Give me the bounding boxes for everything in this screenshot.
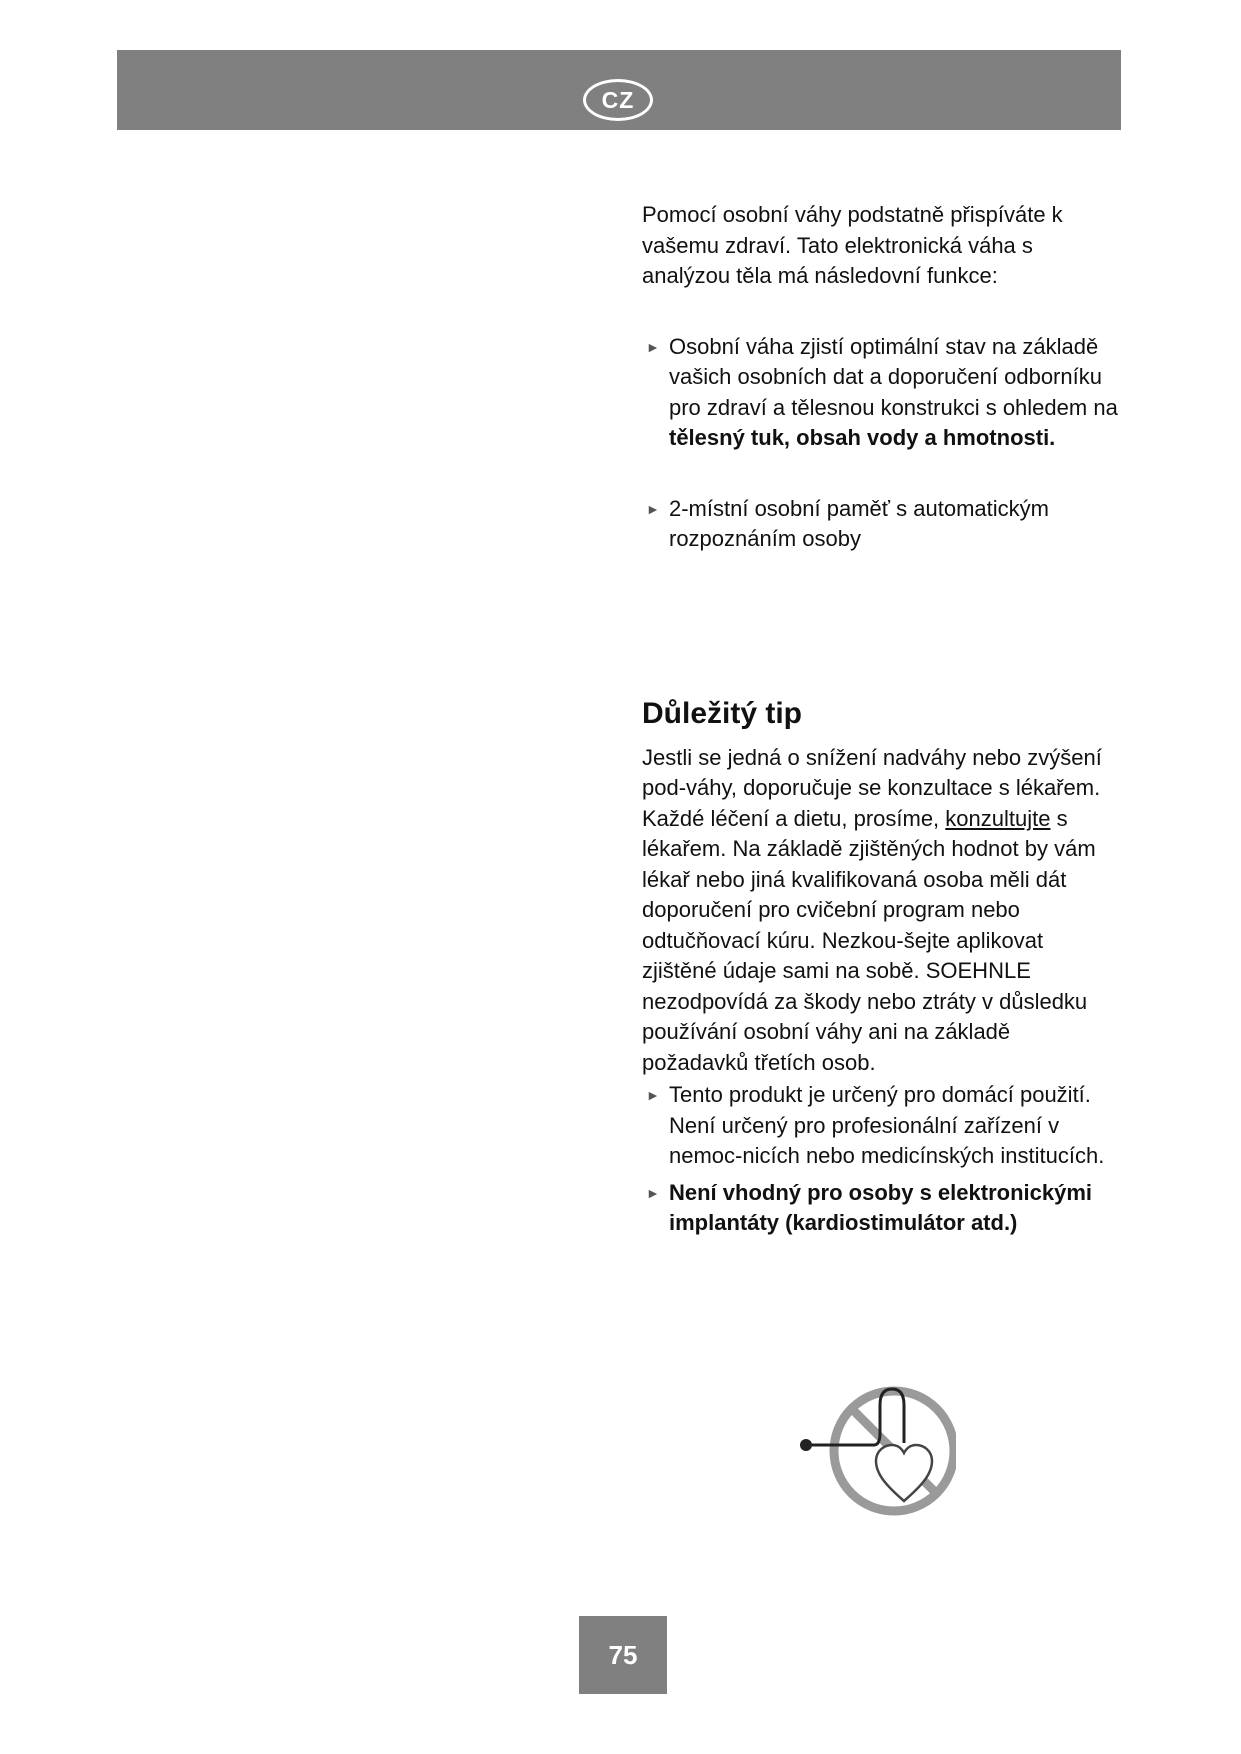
main-content: [642, 200, 1122, 1239]
feature-item: [642, 332, 1122, 454]
tip-text-after: s lékařem. Na základě zjištěných hodnot by vám lékař nebo jiná kvalifikovaná osoba měli dát doporučení pro cvičební program nebo odtučňovací kúru. Nezkou-šejte aplikovat zjištěné údaje sami na sobě. SOEHNLE nezodpovídá za škody nebo ztráty v důsledku používání osobní váhy ani na základě požadavků třetích osob.: [642, 805, 1096, 1075]
language-badge: CZ: [583, 79, 653, 121]
feature-bold-text: tělesný tuk, obsah vody a hmotnosti.: [669, 425, 1056, 450]
tip-bullet-text: Není vhodný pro osoby s elektronickými implantáty (kardiostimulátor atd.): [669, 1179, 1092, 1235]
tip-title: Důležitý tip: [642, 696, 803, 730]
bullet-arrow-icon: ►: [646, 1184, 660, 1201]
bullet-arrow-icon: ►: [646, 338, 660, 355]
bullet-arrow-icon: ►: [646, 1087, 660, 1103]
tip-underlined-word: konzultujte: [945, 805, 1051, 831]
bullet-arrow-icon: ►: [646, 500, 660, 517]
feature-item: [642, 494, 1122, 555]
tip-bullet-warning: [642, 1178, 1122, 1239]
no-pacemaker-icon: [796, 1383, 956, 1518]
tip-text-before: Jestli se jedná o snížení nadváhy nebo zvýšení pod-váhy, doporučuje se konzultace s lékařem. Každé léčení a dietu, prosíme,: [642, 744, 1102, 831]
tip-paragraph: [642, 743, 1122, 1079]
feature-text: Osobní váha zjistí optimální stav na základě vašich osobních dat a doporučení odborníku pro zdraví a tělesnou konstrukci s ohledem na: [669, 333, 1118, 420]
tip-bullet-text: Tento produkt je určený pro domácí použití. Není určený pro profesionální zařízení v nemoc-nicích nebo medicínských institucích.: [669, 1082, 1105, 1168]
feature-text: 2-místní osobní paměť s automatickým rozpoznáním osoby: [669, 495, 1049, 551]
page-number: 75: [579, 1616, 667, 1694]
intro-paragraph: Pomocí osobní váhy podstatně přispíváte k vašemu zdraví. Tato elektronická váha s analýzou těla má následovní funkce:: [642, 202, 1063, 288]
tip-bullet: [642, 1080, 1122, 1172]
